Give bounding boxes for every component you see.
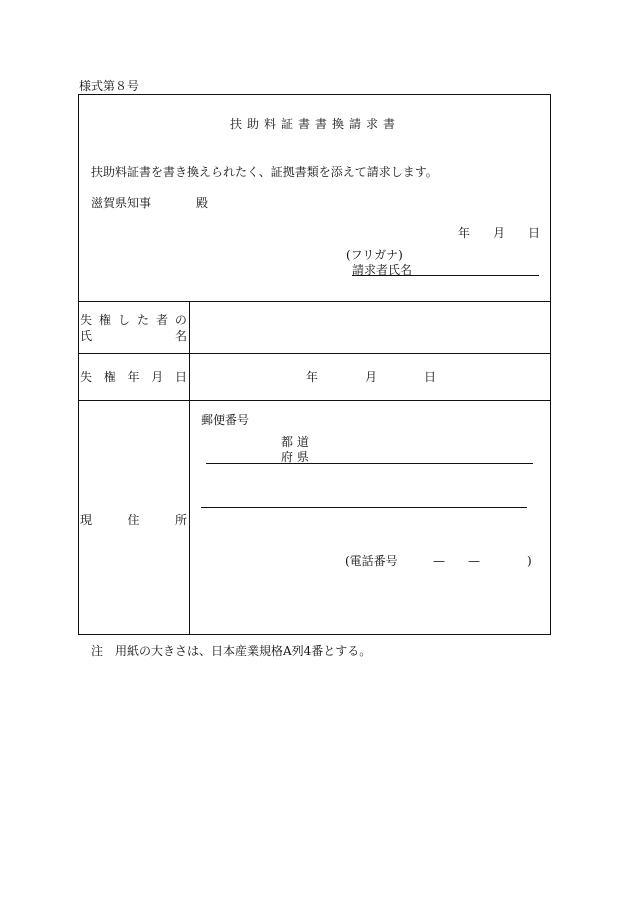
form-number: 様式第８号 — [79, 79, 140, 93]
lost-person-label-line1 — [80, 314, 187, 326]
paper-size-note: 注 用紙の大きさは、日本産業規格A列4番とする。 — [91, 644, 372, 658]
addressee-name: 滋賀県知事 — [91, 196, 152, 210]
label-char: 権 — [98, 313, 111, 327]
submission-year: 年 — [458, 226, 471, 240]
label-char: 権 — [103, 370, 116, 384]
phone-dash-2: — — [468, 554, 480, 568]
phone-close: ) — [527, 554, 532, 568]
label-char: 住 — [127, 513, 140, 527]
applicant-name-label: 請求者氏名 — [352, 263, 413, 277]
label-char: 月 — [151, 370, 164, 384]
form-title: 扶助料証書書換請求書 — [229, 117, 400, 131]
postal-code-label: 郵便番号 — [201, 413, 250, 427]
submission-day: 日 — [528, 226, 541, 240]
lost-date-day: 日 — [424, 370, 437, 384]
prefecture-top-label: 都 道 — [281, 435, 309, 449]
label-char: た — [136, 313, 149, 327]
lost-date-label — [80, 371, 187, 383]
divider-name-row — [78, 353, 551, 354]
address-label — [80, 514, 187, 526]
label-char: 日 — [174, 370, 187, 384]
label-char: 年 — [127, 370, 140, 384]
label-char: 者 — [155, 313, 168, 327]
label-char: 氏 — [80, 329, 93, 343]
submission-month: 月 — [493, 226, 506, 240]
request-statement: 扶助料証書を書き換えられたく、証拠書類を添えて請求します。 — [91, 165, 438, 179]
prefecture-bottom-label: 府 県 — [281, 450, 309, 464]
address-line-1[interactable] — [206, 463, 533, 464]
label-char: の — [174, 313, 187, 327]
lost-date-month: 月 — [365, 370, 378, 384]
divider-date-row — [78, 400, 551, 401]
furigana-label: (フリガナ) — [346, 248, 403, 262]
label-char: 名 — [174, 329, 187, 343]
phone-dash-1: — — [433, 554, 445, 568]
label-char: 失 — [80, 313, 93, 327]
address-line-2[interactable] — [201, 507, 527, 508]
applicant-name-line[interactable] — [352, 275, 539, 276]
lost-person-name-field[interactable] — [190, 302, 550, 353]
label-char: 現 — [80, 513, 93, 527]
addressee-honorific: 殿 — [196, 196, 209, 210]
lost-person-label-line2 — [80, 330, 187, 342]
phone-label: (電話番号 — [345, 554, 398, 568]
label-char: 失 — [80, 370, 93, 384]
label-char: し — [117, 313, 130, 327]
lost-date-year: 年 — [306, 370, 319, 384]
label-char: 所 — [174, 513, 187, 527]
